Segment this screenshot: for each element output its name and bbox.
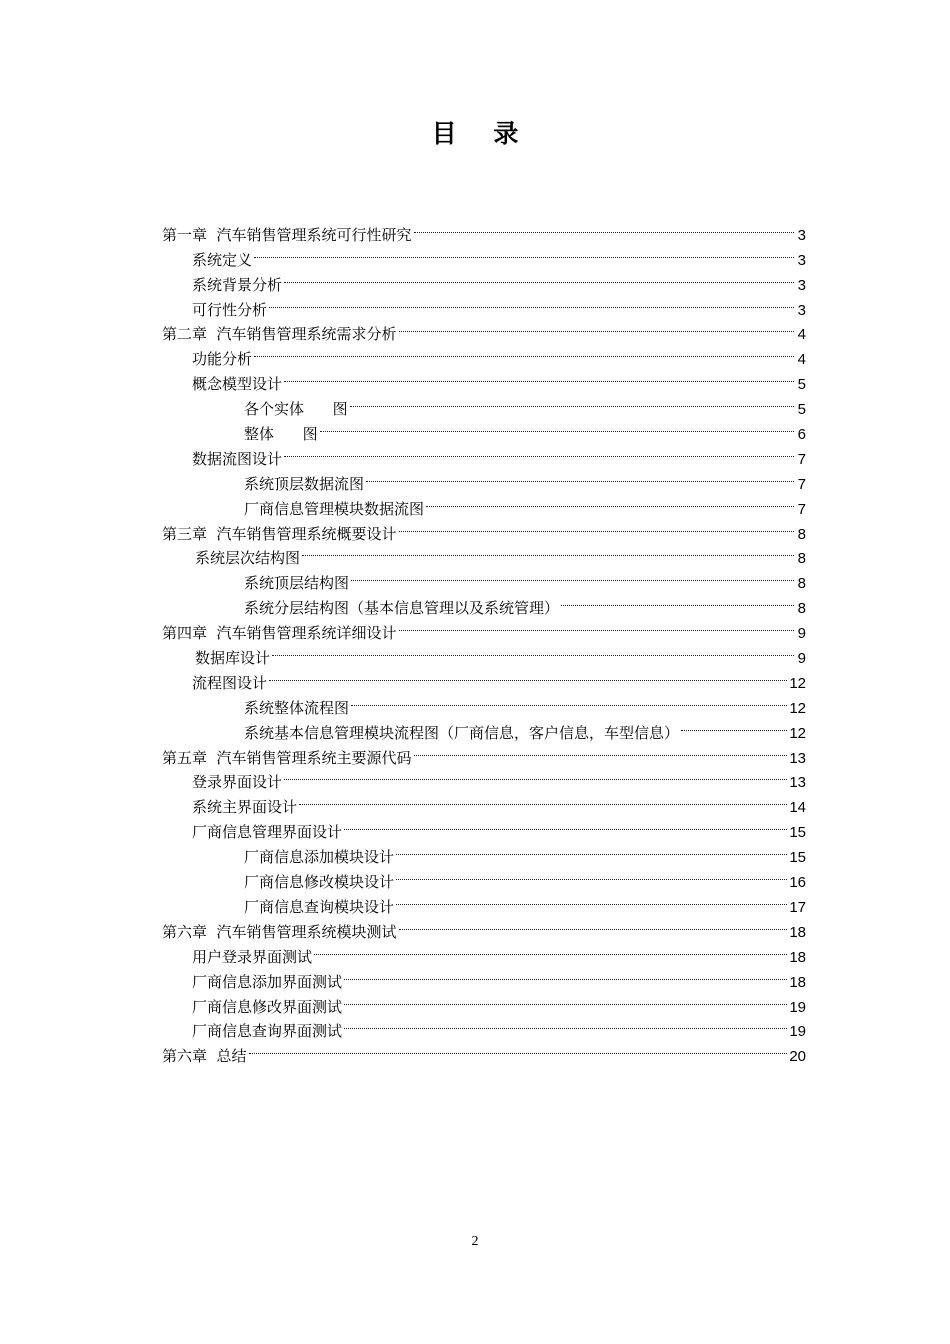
toc-entry-page: 18 — [789, 948, 806, 966]
toc-entry-page: 18 — [789, 973, 806, 991]
toc-dot-leader — [681, 713, 787, 738]
page-title: 目 录 — [431, 119, 533, 148]
toc-entry-title: 第四章 汽车销售管理系统详细设计 — [162, 624, 397, 643]
table-of-contents — [162, 215, 806, 1066]
toc-entry-page: 13 — [789, 749, 806, 767]
toc-dot-leader — [344, 812, 787, 837]
toc-dot-leader — [414, 738, 788, 763]
toc-entry-page: 7 — [797, 450, 806, 468]
toc-entry-page: 8 — [797, 600, 806, 618]
toc-entry[interactable] — [162, 215, 806, 244]
toc-entry-title: 登录界面设计 — [192, 773, 283, 792]
toc-entry-page: 3 — [797, 276, 806, 294]
toc-entry-page: 12 — [789, 724, 806, 742]
toc-entry-title: 各个实体 图 — [244, 400, 348, 419]
toc-entry-page: 6 — [797, 426, 806, 444]
toc-dot-leader — [302, 539, 794, 564]
toc-dot-leader — [254, 240, 794, 265]
toc-entry-page: 20 — [789, 1048, 806, 1066]
toc-dot-leader — [399, 912, 788, 937]
toc-entry-page: 3 — [797, 226, 806, 244]
toc-dot-leader — [314, 937, 787, 962]
toc-dot-leader — [249, 1036, 788, 1061]
toc-entry-title: 厂商信息查询界面测试 — [192, 1022, 343, 1041]
toc-entry-page: 19 — [789, 998, 806, 1016]
toc-dot-leader — [396, 837, 787, 862]
toc-entry-page: 5 — [797, 401, 806, 419]
toc-dot-leader — [284, 265, 794, 290]
toc-entry-title: 厂商信息管理界面设计 — [192, 823, 343, 842]
toc-entry-page: 9 — [797, 625, 806, 643]
toc-entry-title: 流程图设计 — [192, 673, 268, 692]
toc-dot-leader — [269, 290, 794, 315]
toc-dot-leader — [366, 464, 794, 489]
toc-entry-page: 16 — [789, 874, 806, 892]
toc-dot-leader — [396, 887, 787, 912]
toc-entry-page: 18 — [789, 923, 806, 941]
toc-dot-leader — [299, 787, 787, 812]
toc-entry-title: 系统定义 — [192, 250, 253, 269]
toc-entry-title: 数据流图设计 — [192, 449, 283, 468]
toc-entry-page: 15 — [789, 849, 806, 867]
toc-entry-title: 厂商信息修改界面测试 — [192, 997, 343, 1016]
toc-entry-page: 19 — [789, 1023, 806, 1041]
toc-entry[interactable] — [162, 339, 806, 369]
toc-entry-title: 功能分析 — [192, 350, 253, 369]
toc-entry-title: 系统基本信息管理模块流程图（厂商信息，客户信息，车型信息） — [244, 723, 680, 742]
toc-entry-page: 13 — [789, 774, 806, 792]
toc-entry-title: 用户登录界面测试 — [192, 947, 313, 966]
toc-entry-page: 8 — [797, 550, 806, 568]
toc-entry[interactable] — [162, 364, 806, 394]
toc-dot-leader — [399, 514, 794, 539]
toc-entry[interactable] — [162, 1036, 806, 1066]
toc-entry-title: 系统分层结构图（基本信息管理以及系统管理） — [244, 599, 560, 618]
toc-entry-page: 14 — [789, 799, 806, 817]
toc-entry-title: 厂商信息修改模块设计 — [244, 873, 395, 892]
toc-entry-title: 系统层次结构图 — [195, 549, 301, 568]
toc-entry-title: 系统主界面设计 — [192, 798, 298, 817]
toc-entry-page: 4 — [797, 326, 806, 344]
toc-entry-page: 9 — [797, 650, 806, 668]
toc-dot-leader — [272, 638, 794, 663]
toc-entry-title: 厂商信息管理模块数据流图 — [244, 499, 425, 518]
toc-entry-page: 17 — [789, 898, 806, 916]
toc-entry-page: 12 — [789, 699, 806, 717]
toc-entry-title: 第三章 汽车销售管理系统概要设计 — [162, 524, 397, 543]
toc-dot-leader — [396, 862, 787, 887]
toc-dot-leader — [351, 563, 794, 588]
toc-dot-leader — [284, 439, 794, 464]
toc-dot-leader — [320, 414, 794, 439]
toc-dot-leader — [414, 215, 794, 240]
toc-entry-page: 5 — [797, 376, 806, 394]
toc-entry-title: 第六章 汽车销售管理系统模块测试 — [162, 922, 397, 941]
page-number: 2 — [471, 1234, 479, 1249]
toc-entry-page: 15 — [789, 824, 806, 842]
toc-entry-title: 可行性分析 — [192, 300, 268, 319]
toc-entry-page: 8 — [797, 525, 806, 543]
toc-entry-page: 12 — [789, 674, 806, 692]
toc-dot-leader — [344, 1012, 787, 1037]
toc-entry-title: 系统整体流程图 — [244, 698, 350, 717]
toc-dot-leader — [254, 339, 794, 364]
toc-dot-leader — [269, 663, 787, 688]
toc-entry-title: 第六章 总结 — [162, 1047, 247, 1066]
toc-dot-leader — [426, 489, 794, 514]
toc-entry-title: 第一章 汽车销售管理系统可行性研究 — [162, 225, 412, 244]
toc-entry-title: 系统顶层数据流图 — [244, 474, 365, 493]
toc-entry[interactable] — [162, 265, 806, 294]
toc-dot-leader — [561, 588, 794, 613]
toc-dot-leader — [350, 389, 794, 414]
toc-entry-title: 概念模型设计 — [192, 375, 283, 394]
toc-entry-title: 厂商信息添加模块设计 — [244, 848, 395, 867]
toc-entry-title: 系统背景分析 — [192, 275, 283, 294]
toc-entry-title: 第二章 汽车销售管理系统需求分析 — [162, 325, 397, 344]
toc-entry-title: 整体 图 — [244, 425, 318, 444]
toc-entry-title: 厂商信息添加界面测试 — [192, 972, 343, 991]
toc-entry-title: 厂商信息查询模块设计 — [244, 897, 395, 916]
toc-entry-page: 3 — [797, 301, 806, 319]
toc-entry-title: 数据库设计 — [195, 649, 271, 668]
toc-entry-page: 8 — [797, 575, 806, 593]
toc-entry-page: 4 — [797, 351, 806, 369]
toc-dot-leader — [344, 962, 787, 987]
toc-dot-leader — [399, 613, 794, 638]
toc-entry-page: 3 — [797, 251, 806, 269]
toc-dot-leader — [284, 763, 787, 788]
toc-dot-leader — [351, 688, 787, 713]
toc-entry-page: 7 — [797, 500, 806, 518]
toc-dot-leader — [399, 315, 794, 340]
toc-entry-page: 7 — [797, 475, 806, 493]
toc-entry-title: 第五章 汽车销售管理系统主要源代码 — [162, 748, 412, 767]
toc-entry-title: 系统顶层结构图 — [244, 574, 350, 593]
toc-entry[interactable] — [162, 240, 806, 269]
toc-dot-leader — [284, 364, 794, 389]
toc-dot-leader — [344, 987, 787, 1012]
